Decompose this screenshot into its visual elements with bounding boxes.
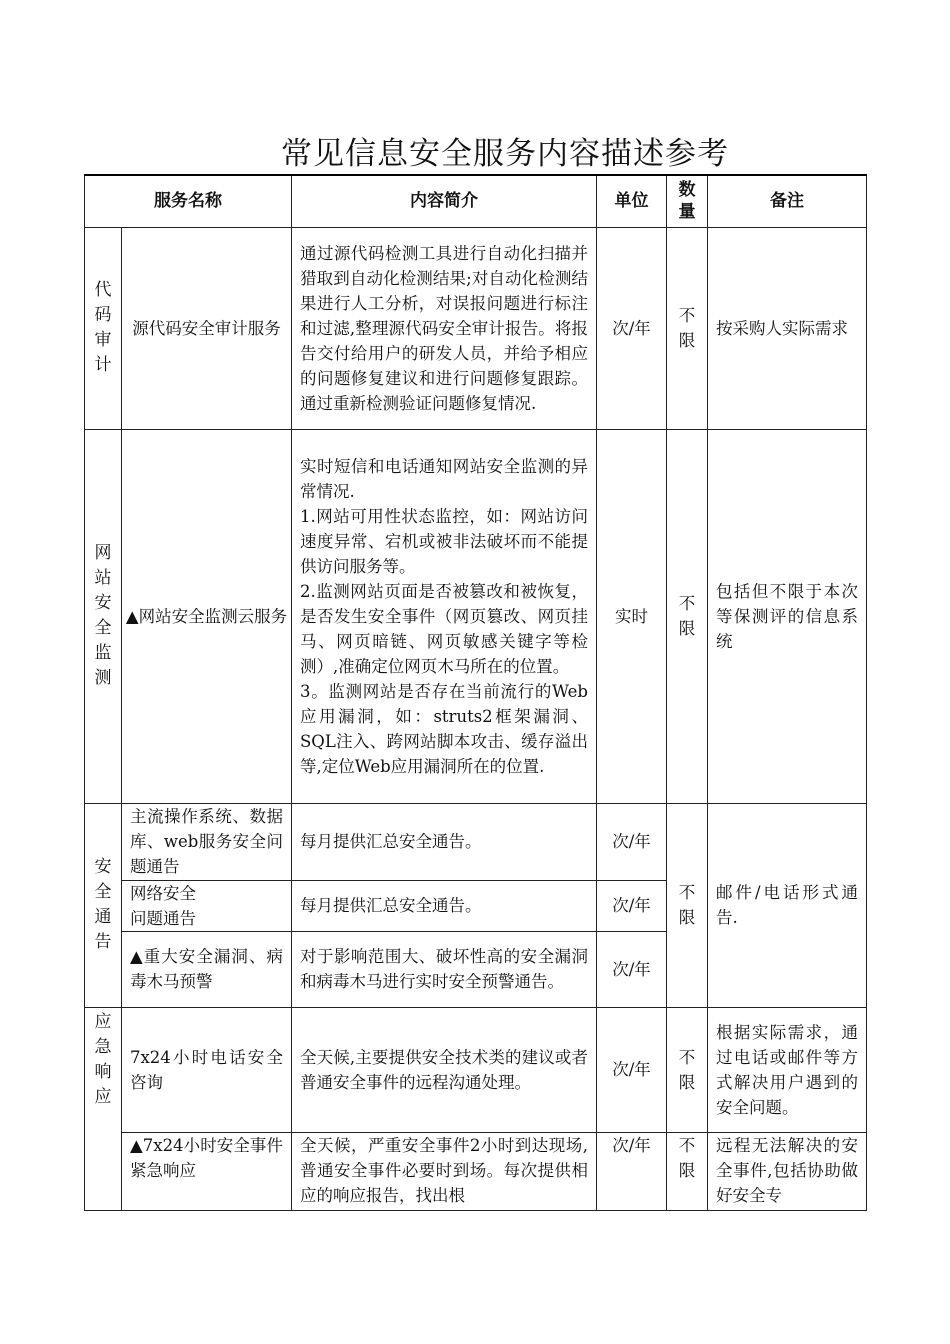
header-content: 内容简介 <box>292 175 597 227</box>
header-quantity: 数量 <box>667 175 708 227</box>
service-name: 源代码安全审计服务 <box>122 227 292 429</box>
table-row <box>85 1007 867 1132</box>
service-quantity: 不限 <box>667 227 708 429</box>
service-note: 按采购人实际需求 <box>708 227 867 429</box>
service-quantity: 不限 <box>667 803 708 1007</box>
category-emergency: 应急响应 <box>85 1007 122 1210</box>
content-line: 实时短信和电话通知网站安全监测的异常情况. <box>300 456 588 501</box>
category-web-monitor: 网站安全监测 <box>85 429 122 803</box>
service-name: 7x24小时电话安全咨询 <box>122 1007 292 1132</box>
table-row <box>85 429 867 803</box>
service-name: ▲网站安全监测云服务 <box>122 429 292 803</box>
service-name-line: 网络安全 <box>130 883 196 903</box>
service-content: 对于影响范围大、破坏性高的安全漏洞和病毒木马进行实时安全预警通告。 <box>292 931 597 1007</box>
service-content: 全天候,主要提供安全技术类的建议或者普通安全事件的远程沟通处理。 <box>292 1007 597 1132</box>
service-note: 根据实际需求，通过电话或邮件等方式解决用户遇到的安全问题。 <box>708 1007 867 1132</box>
header-row <box>85 175 867 227</box>
service-unit: 次/年 <box>597 227 667 429</box>
header-unit: 单位 <box>597 175 667 227</box>
table-row <box>85 1132 867 1210</box>
service-quantity: 不限 <box>667 429 708 803</box>
service-content: 每月提供汇总安全通告。 <box>292 803 597 880</box>
service-name: ▲7x24小时安全事件紧急响应 <box>122 1132 292 1210</box>
service-quantity: 不限 <box>667 1132 708 1210</box>
service-note: 远程无法解决的安全事件,包括协助做好安全专 <box>708 1132 867 1210</box>
content-line: 3。监测网站是否存在当前流行的Web应用漏洞，如：struts2框架漏洞、SQL注入、跨网站脚本攻击、缓存溢出等,定位Web应用漏洞所在的位置. <box>300 681 588 776</box>
service-content: 每月提供汇总安全通告。 <box>292 880 597 931</box>
service-note: 包括但不限于本次等保测评的信息系统 <box>708 429 867 803</box>
service-name: ▲重大安全漏洞、病毒木马预警 <box>122 931 292 1007</box>
table-row <box>85 803 867 880</box>
service-unit: 次/年 <box>597 931 667 1007</box>
category-advisory: 安全通告 <box>85 803 122 1007</box>
content-line: 1.网站可用性状态监控，如：网站访问速度异常、宕机或被非法破坏而不能提供访问服务等。 <box>300 506 588 576</box>
content-line: 2.监测网站页面是否被篡改和被恢复，是否发生安全事件（网页篡改、网页挂马、网页暗链、网页敏感关键字等检测）,准确定位网页木马所在的位置。 <box>300 581 588 676</box>
service-content: 通过源代码检测工具进行自动化扫描并猎取到自动化检测结果;对自动化检测结果进行人工分析，对误报问题进行标注和过滤,整理源代码安全审计报告。将报告交付给用户的研发人员，并给予相应的问题修复建议和进行问题修复跟踪。通过重新检测验证问题修复情况. <box>292 227 597 429</box>
service-unit: 次/年 <box>597 880 667 931</box>
header-note: 备注 <box>708 175 867 227</box>
service-name-line: 问题通告 <box>130 908 196 928</box>
service-unit: 次/年 <box>597 1132 667 1210</box>
header-service-name: 服务名称 <box>85 175 292 227</box>
service-name <box>122 880 292 931</box>
service-note: 邮件/电话形式通告. <box>708 803 867 1007</box>
service-table <box>84 174 867 1211</box>
service-unit: 次/年 <box>597 1007 667 1132</box>
service-unit: 实时 <box>597 429 667 803</box>
category-code-audit: 代码审计 <box>85 227 122 429</box>
service-name: 主流操作系统、数据库、web服务安全问题通告 <box>122 803 292 880</box>
service-quantity: 不限 <box>667 1007 708 1132</box>
service-content: 全天候，严重安全事件2小时到达现场,普通安全事件必要时到场。每次提供相应的响应报告，找出根 <box>292 1132 597 1210</box>
table-row <box>85 227 867 429</box>
page-title: 常见信息安全服务内容描述参考 <box>281 136 729 172</box>
service-content <box>292 429 597 803</box>
service-unit: 次/年 <box>597 803 667 880</box>
